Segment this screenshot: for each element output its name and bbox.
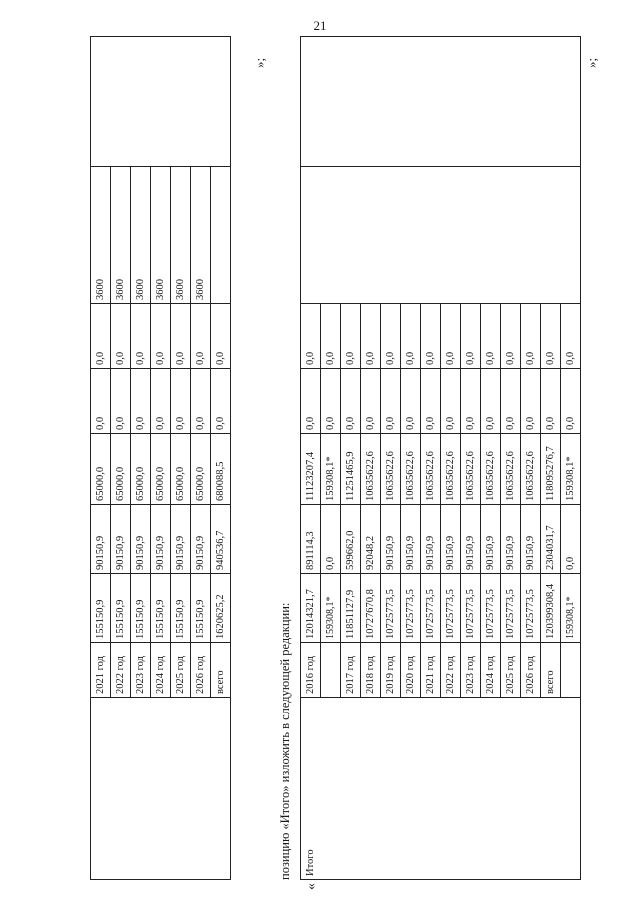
- value-cell: 12014321,7: [301, 574, 321, 643]
- value-cell: 0,0: [481, 304, 501, 369]
- value-cell: 11123207,4: [301, 434, 321, 505]
- value-cell: 65000,0: [131, 434, 151, 505]
- empty-cell: [301, 37, 581, 167]
- value-cell: 0,0: [171, 369, 191, 434]
- top-table: [90, 36, 231, 880]
- value-cell: 0,0: [401, 304, 421, 369]
- caption-text: позицию «Итого» изложить в следующей редакции:: [278, 602, 292, 880]
- value-cell: 0,0: [461, 304, 481, 369]
- value-cell: 90150,9: [521, 505, 541, 574]
- value-cell: 0,0: [561, 304, 581, 369]
- value-cell: 0,0: [381, 369, 401, 434]
- value-cell: 155150,9: [111, 574, 131, 643]
- value-cell: [211, 167, 231, 304]
- value-cell: 10635622,6: [481, 434, 501, 505]
- year-cell: 2024 год: [481, 643, 501, 698]
- value-cell: 155150,9: [131, 574, 151, 643]
- year-cell: [321, 643, 341, 698]
- value-cell: 0,0: [481, 369, 501, 434]
- value-cell: 0,0: [151, 304, 171, 369]
- empty-cell: [301, 167, 581, 304]
- year-cell: 2025 год: [501, 643, 521, 698]
- value-cell: 10725773,5: [521, 574, 541, 643]
- value-cell: 0,0: [381, 304, 401, 369]
- table-row: [91, 37, 111, 880]
- empty-cell: [91, 37, 231, 167]
- value-cell: 0,0: [441, 369, 461, 434]
- value-cell: 891114,3: [301, 505, 321, 574]
- value-cell: 3600: [151, 167, 171, 304]
- value-cell: 155150,9: [91, 574, 111, 643]
- value-cell: 90150,9: [501, 505, 521, 574]
- value-cell: 0,0: [501, 369, 521, 434]
- year-cell: 2023 год: [131, 643, 151, 698]
- value-cell: 0,0: [401, 369, 421, 434]
- value-cell: 0,0: [171, 304, 191, 369]
- year-cell: всего: [541, 643, 561, 698]
- value-cell: 159308,1*: [321, 574, 341, 643]
- value-cell: 940536,7: [211, 505, 231, 574]
- value-cell: 10635622,6: [401, 434, 421, 505]
- value-cell: 65000,0: [151, 434, 171, 505]
- value-cell: 0,0: [441, 304, 461, 369]
- opening-quote: «: [304, 883, 319, 890]
- value-cell: 0,0: [361, 304, 381, 369]
- year-cell: всего: [211, 643, 231, 698]
- value-cell: 2304031,7: [541, 505, 561, 574]
- value-cell: 159308,1*: [561, 574, 581, 643]
- value-cell: 90150,9: [421, 505, 441, 574]
- closing-quote-bottom: »;: [584, 57, 599, 68]
- value-cell: 0,0: [321, 505, 341, 574]
- value-cell: 0,0: [461, 369, 481, 434]
- value-cell: 0,0: [91, 304, 111, 369]
- value-cell: 90150,9: [111, 505, 131, 574]
- value-cell: 1620625,2: [211, 574, 231, 643]
- value-cell: 3600: [171, 167, 191, 304]
- value-cell: 0,0: [151, 369, 171, 434]
- year-cell: 2026 год: [521, 643, 541, 698]
- value-cell: 0,0: [191, 304, 211, 369]
- value-cell: 65000,0: [91, 434, 111, 505]
- value-cell: 90150,9: [191, 505, 211, 574]
- year-cell: 2020 год: [401, 643, 421, 698]
- page-number: 21: [313, 18, 327, 33]
- value-cell: 90150,9: [381, 505, 401, 574]
- position-cell: [91, 698, 231, 880]
- value-cell: 65000,0: [191, 434, 211, 505]
- value-cell: 3600: [91, 167, 111, 304]
- year-cell: 2025 год: [171, 643, 191, 698]
- value-cell: 10725773,5: [381, 574, 401, 643]
- position-label: Итого: [301, 698, 581, 880]
- value-cell: 90150,9: [441, 505, 461, 574]
- value-cell: 10635622,6: [441, 434, 461, 505]
- value-cell: 90150,9: [91, 505, 111, 574]
- value-cell: 0,0: [561, 505, 581, 574]
- value-cell: 10635622,6: [521, 434, 541, 505]
- value-cell: 10727670,8: [361, 574, 381, 643]
- rotated-sheet: [90, 35, 610, 890]
- value-cell: 120399308,4: [541, 574, 561, 643]
- value-cell: 0,0: [501, 304, 521, 369]
- value-cell: 0,0: [541, 304, 561, 369]
- year-cell: 2023 год: [461, 643, 481, 698]
- year-cell: 2022 год: [441, 643, 461, 698]
- value-cell: 3600: [191, 167, 211, 304]
- year-cell: 2026 год: [191, 643, 211, 698]
- value-cell: 0,0: [421, 304, 441, 369]
- value-cell: 0,0: [301, 304, 321, 369]
- value-cell: 155150,9: [151, 574, 171, 643]
- value-cell: 10725773,5: [461, 574, 481, 643]
- value-cell: 0,0: [541, 369, 561, 434]
- value-cell: 0,0: [321, 304, 341, 369]
- value-cell: 90150,9: [461, 505, 481, 574]
- value-cell: 0,0: [361, 369, 381, 434]
- year-cell: 2019 год: [381, 643, 401, 698]
- value-cell: 10725773,5: [481, 574, 501, 643]
- year-cell: 2021 год: [421, 643, 441, 698]
- value-cell: 11851127,9: [341, 574, 361, 643]
- value-cell: 0,0: [341, 369, 361, 434]
- value-cell: 10725773,5: [501, 574, 521, 643]
- value-cell: 90150,9: [481, 505, 501, 574]
- value-cell: 0,0: [111, 304, 131, 369]
- value-cell: 3600: [131, 167, 151, 304]
- value-cell: 10725773,5: [401, 574, 421, 643]
- value-cell: 90150,9: [401, 505, 421, 574]
- table-row: [301, 37, 321, 880]
- value-cell: 0,0: [91, 369, 111, 434]
- value-cell: 155150,9: [191, 574, 211, 643]
- value-cell: 0,0: [301, 369, 321, 434]
- value-cell: 90150,9: [151, 505, 171, 574]
- value-cell: 65000,0: [171, 434, 191, 505]
- closing-quote-top: »;: [252, 57, 267, 68]
- value-cell: 11251465,9: [341, 434, 361, 505]
- value-cell: 10635622,6: [361, 434, 381, 505]
- year-cell: [561, 643, 581, 698]
- value-cell: 0,0: [191, 369, 211, 434]
- value-cell: 159308,1*: [561, 434, 581, 505]
- value-cell: 0,0: [341, 304, 361, 369]
- value-cell: 159308,1*: [321, 434, 341, 505]
- year-cell: 2024 год: [151, 643, 171, 698]
- year-cell: 2022 год: [111, 643, 131, 698]
- value-cell: 0,0: [321, 369, 341, 434]
- value-cell: 65000,0: [111, 434, 131, 505]
- year-cell: 2017 год: [341, 643, 361, 698]
- value-cell: 0,0: [211, 369, 231, 434]
- value-cell: 10635622,6: [381, 434, 401, 505]
- value-cell: 10725773,5: [441, 574, 461, 643]
- value-cell: 10635622,6: [501, 434, 521, 505]
- value-cell: 90150,9: [171, 505, 191, 574]
- value-cell: 3600: [111, 167, 131, 304]
- year-cell: 2021 год: [91, 643, 111, 698]
- value-cell: 0,0: [111, 369, 131, 434]
- value-cell: 0,0: [211, 304, 231, 369]
- year-cell: 2016 год: [301, 643, 321, 698]
- value-cell: 0,0: [131, 369, 151, 434]
- value-cell: 0,0: [561, 369, 581, 434]
- value-cell: 0,0: [421, 369, 441, 434]
- value-cell: 599662,0: [341, 505, 361, 574]
- value-cell: 680088,5: [211, 434, 231, 505]
- value-cell: 92048,2: [361, 505, 381, 574]
- value-cell: 155150,9: [171, 574, 191, 643]
- bottom-table: [300, 36, 581, 880]
- value-cell: 10635622,6: [421, 434, 441, 505]
- value-cell: 10635622,6: [461, 434, 481, 505]
- value-cell: 0,0: [131, 304, 151, 369]
- value-cell: 10725773,5: [421, 574, 441, 643]
- value-cell: 118095276,7: [541, 434, 561, 505]
- year-cell: 2018 год: [361, 643, 381, 698]
- value-cell: 0,0: [521, 304, 541, 369]
- value-cell: 90150,9: [131, 505, 151, 574]
- value-cell: 0,0: [521, 369, 541, 434]
